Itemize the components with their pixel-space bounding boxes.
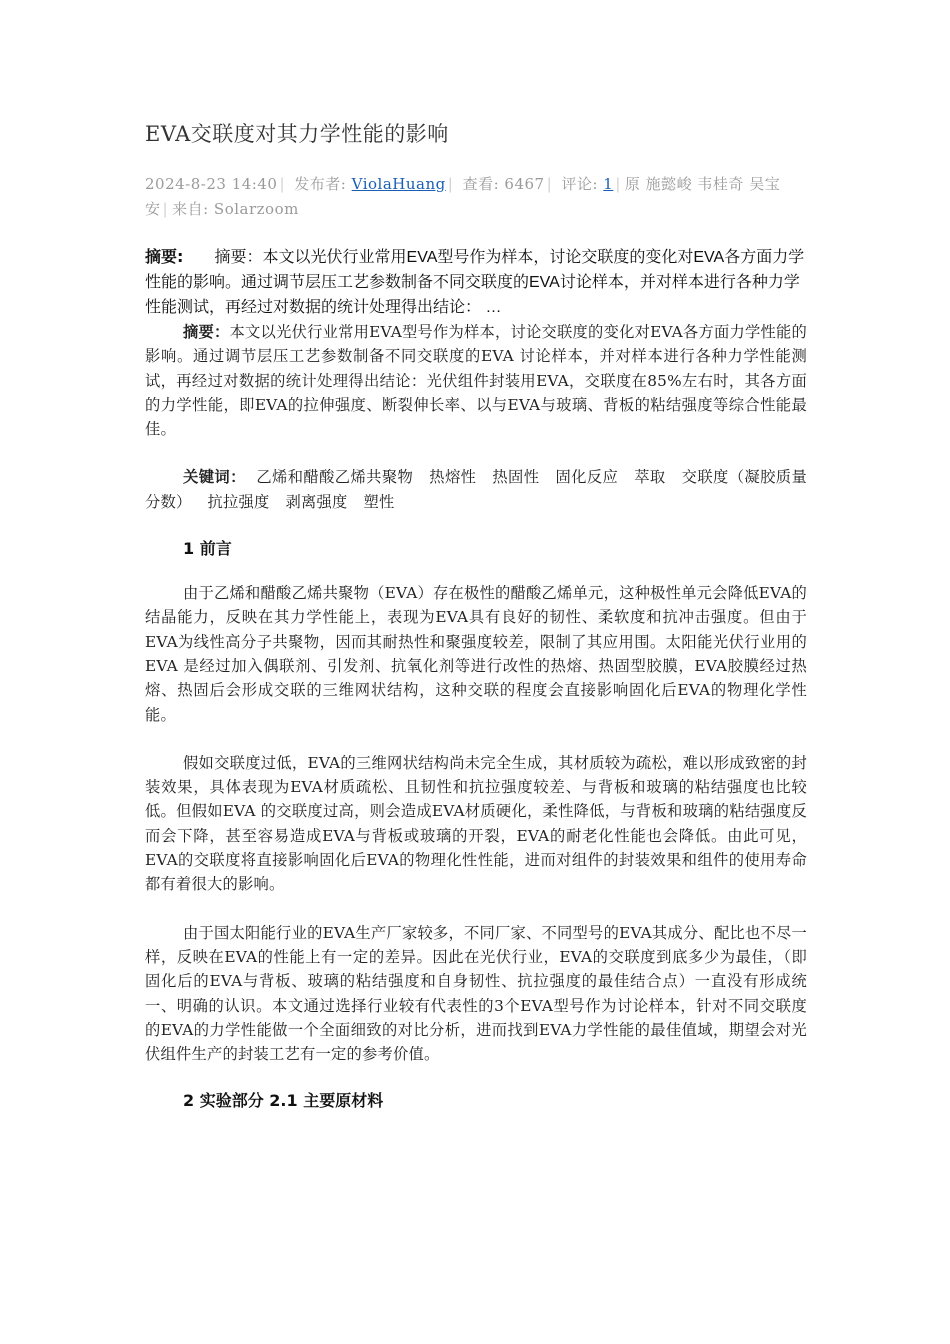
publisher-link[interactable]: ViolaHuang — [351, 175, 446, 193]
body-paragraph: 由于乙烯和醋酸乙烯共聚物（EVA）存在极性的醋酸乙烯单元，这种极性单元会降低EVA的结晶能力，反映在其力学性能上，表现为EVA具有良好的韧性、柔软度和抗冲击强度。但由于EVA为线性高分子共聚物，因而其耐热性和聚强度较差，限制了其应用围。太阳能光伏行业用的EVA 是经过加入偶联剂、引发剂、抗氧化剂等进行改性的热熔、热固型胶膜，EVA胶膜经过热熔、热固后会形成交联的三维网状结构，这种交联的程度会直接影响固化后EVA的物理化学性能。 — [145, 584, 807, 724]
summary-text: 摘要：本文以光伏行业常用EVA型号作为样本，讨论交联度的变化对EVA各方面力学性能的影响。通过调节层压工艺参数制备不同交联度的EVA讨论样本，并对样本进行各种力学性能测试，再经过对数据的统计处理得出结论： … — [145, 249, 805, 316]
authors: 原 施懿峻 韦桂奇 吴宝安 — [145, 175, 781, 218]
body-paragraph: 由于国太阳能行业的EVA生产厂家较多，不同厂家、不同型号的EVA其成分、配比也不尽一样，反映在EVA的性能上有一定的差异。因此在光伏行业，EVA的交联度到底多少为最佳，（即固化后的EVA与背板、玻璃的粘结强度和自身韧性、抗拉强度的最佳结合点）一直没有形成统一、明确的认识。本文通过选择行业较有代表性的3个EVA型号作为讨论样本，针对不同交联度的EVA的力学性能做一个全面细致的对比分析，进而找到EVA力学性能的最佳值域，期望会对光伏组件生产的封装工艺有一定的参考价值。 — [145, 923, 807, 1064]
summary-label: 摘要: — [145, 247, 184, 266]
section-heading: 2 实验部分 2.1 主要原材料 — [183, 1091, 384, 1111]
keyword: 固化反应 — [555, 468, 619, 487]
summary — [145, 244, 807, 320]
keyword: 乙烯和醋酸乙烯共聚物 — [256, 468, 414, 487]
meta-separator: | — [279, 175, 285, 193]
meta-separator: | — [615, 175, 621, 193]
keyword: 热固性 — [492, 468, 540, 487]
abstract-label: 摘要： — [183, 323, 230, 341]
source-label: 来自: — [172, 200, 209, 218]
article-title: EVA交联度对其力学性能的影响 — [145, 122, 449, 146]
comments-label: 评论: — [561, 175, 598, 193]
meta-separator: | — [162, 200, 169, 218]
abstract-text: 本文以光伏行业常用EVA型号作为样本，讨论交联度的变化对EVA各方面力学性能的影响。通过调节层压工艺参数制备不同交联度的EVA 讨论样本，并对样本进行各种力学性能测试，再经过对数据的统计处理得出结论：光伏组件封装用EVA，交联度在85%左右时，其各方面的力学性能，即EVA的拉伸强度、断裂伸长率、以与EVA与玻璃、背板的粘结强度等综合性能最佳。 — [145, 323, 807, 439]
body-paragraph: 假如交联度过低，EVA的三维网状结构尚未完全生成，其材质较为疏松，难以形成致密的封装效果，具体表现为EVA材质疏松、且韧性和抗拉强度较差、与背板和玻璃的粘结强度也比较低。但假如EVA 的交联度过高，则会造成EVA材质硬化，柔性降低，与背板和玻璃的粘结强度反而会下降，甚至容易造成EVA与背板或玻璃的开裂，EVA的耐老化性能也会降低。由此可见，EVA的交联度将直接影响固化后EVA的物理化性性能，进而对组件的封装效果和组件的使用寿命都有着很大的影响。 — [145, 753, 807, 894]
keyword: 萃取 — [634, 468, 666, 487]
comments-link[interactable]: 1 — [603, 175, 614, 193]
meta-separator: | — [546, 175, 553, 193]
keyword: 交联度（凝胶质量分数） — [145, 468, 807, 511]
meta-separator: | — [447, 175, 454, 193]
section-heading: 1 前言 — [183, 539, 232, 559]
abstract — [145, 320, 807, 441]
publish-date: 2024-8-23 14:40 — [145, 175, 278, 193]
publisher-label: 发布者: — [294, 175, 347, 193]
keyword: 抗拉强度 — [207, 492, 270, 511]
views-count: 6467 — [504, 175, 545, 193]
keyword: 剥离强度 — [285, 492, 348, 511]
views-label: 查看: — [462, 175, 500, 193]
keyword: 热熔性 — [429, 468, 477, 487]
keyword: 塑性 — [363, 492, 395, 511]
keywords — [145, 465, 807, 514]
keywords-label: 关键词： — [183, 468, 246, 487]
article-meta — [145, 172, 807, 222]
source-name: Solarzoom — [213, 200, 299, 218]
article — [145, 118, 807, 1133]
